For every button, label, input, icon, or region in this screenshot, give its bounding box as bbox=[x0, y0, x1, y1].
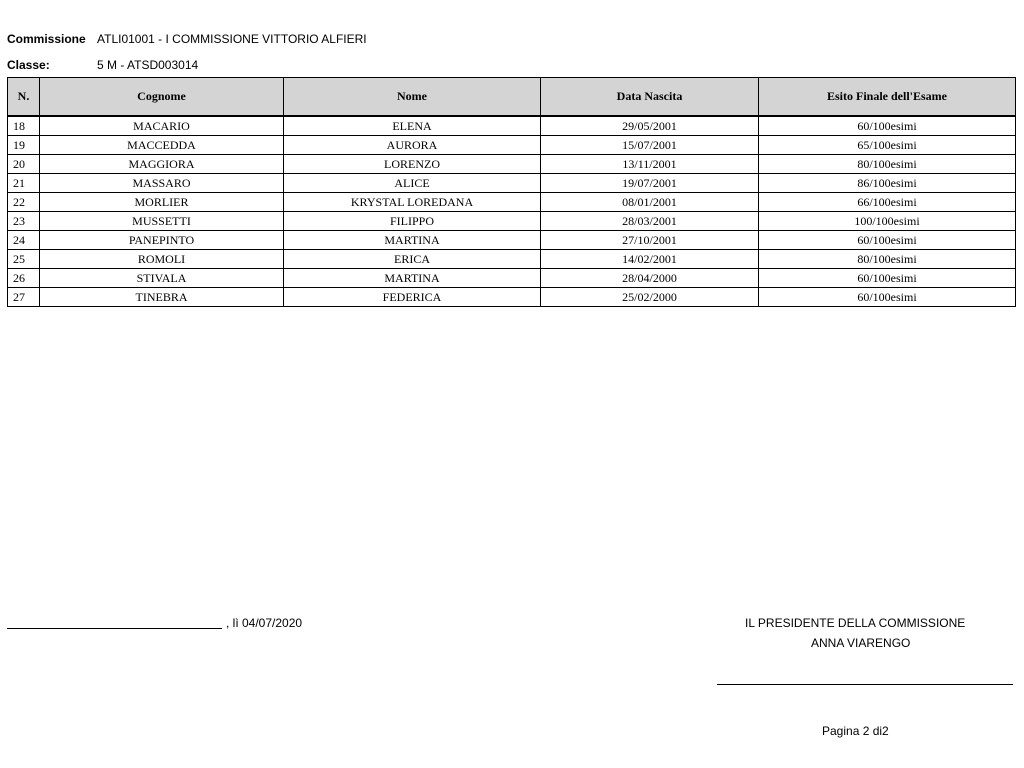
cell-esito: 60/100esimi bbox=[759, 231, 1016, 250]
cell-number: 21 bbox=[8, 174, 40, 193]
cell-esito: 60/100esimi bbox=[759, 288, 1016, 307]
table-row bbox=[8, 193, 1016, 212]
table-row bbox=[8, 116, 1016, 136]
cell-esito: 100/100esimi bbox=[759, 212, 1016, 231]
classe-row bbox=[7, 58, 198, 72]
commissione-value: ATLI01001 - I COMMISSIONE VITTORIO ALFIERI bbox=[97, 32, 367, 46]
cell-number: 24 bbox=[8, 231, 40, 250]
table-row bbox=[8, 174, 1016, 193]
cell-cognome: STIVALA bbox=[40, 269, 284, 288]
cell-data-nascita: 25/02/2000 bbox=[541, 288, 759, 307]
cell-data-nascita: 13/11/2001 bbox=[541, 155, 759, 174]
column-header-esito: Esito Finale dell'Esame bbox=[759, 78, 1016, 117]
cell-esito: 80/100esimi bbox=[759, 250, 1016, 269]
president-signature-line bbox=[717, 684, 1013, 685]
cell-esito: 66/100esimi bbox=[759, 193, 1016, 212]
table-row bbox=[8, 136, 1016, 155]
cell-number: 18 bbox=[8, 116, 40, 136]
page-number: Pagina 2 di2 bbox=[822, 724, 889, 738]
cell-esito: 65/100esimi bbox=[759, 136, 1016, 155]
cell-nome: ERICA bbox=[284, 250, 541, 269]
table-row bbox=[8, 231, 1016, 250]
cell-esito: 86/100esimi bbox=[759, 174, 1016, 193]
cell-esito: 80/100esimi bbox=[759, 155, 1016, 174]
table-row bbox=[8, 212, 1016, 231]
cell-cognome: MORLIER bbox=[40, 193, 284, 212]
column-header-cognome: Cognome bbox=[40, 78, 284, 117]
cell-number: 22 bbox=[8, 193, 40, 212]
column-header-nome: Nome bbox=[284, 78, 541, 117]
results-table bbox=[7, 77, 1016, 307]
table-body bbox=[8, 116, 1016, 307]
cell-esito: 60/100esimi bbox=[759, 116, 1016, 136]
cell-cognome: MACCEDDA bbox=[40, 136, 284, 155]
column-header-number: N. bbox=[8, 78, 40, 117]
commissione-row bbox=[7, 32, 367, 46]
cell-data-nascita: 08/01/2001 bbox=[541, 193, 759, 212]
cell-number: 25 bbox=[8, 250, 40, 269]
cell-data-nascita: 28/03/2001 bbox=[541, 212, 759, 231]
cell-data-nascita: 27/10/2001 bbox=[541, 231, 759, 250]
cell-cognome: TINEBRA bbox=[40, 288, 284, 307]
president-title: IL PRESIDENTE DELLA COMMISSIONE bbox=[745, 616, 966, 630]
cell-nome: MARTINA bbox=[284, 269, 541, 288]
table-row bbox=[8, 155, 1016, 174]
cell-number: 26 bbox=[8, 269, 40, 288]
cell-nome: ALICE bbox=[284, 174, 541, 193]
classe-value: 5 M - ATSD003014 bbox=[97, 58, 199, 72]
table-header-row bbox=[8, 78, 1016, 117]
cell-cognome: MACARIO bbox=[40, 116, 284, 136]
cell-cognome: ROMOLI bbox=[40, 250, 284, 269]
cell-number: 27 bbox=[8, 288, 40, 307]
cell-data-nascita: 19/07/2001 bbox=[541, 174, 759, 193]
footer-date: , lì 04/07/2020 bbox=[226, 616, 303, 630]
cell-data-nascita: 29/05/2001 bbox=[541, 116, 759, 136]
cell-number: 19 bbox=[8, 136, 40, 155]
cell-data-nascita: 15/07/2001 bbox=[541, 136, 759, 155]
column-header-data-nascita: Data Nascita bbox=[541, 78, 759, 117]
place-signature-line bbox=[7, 628, 222, 629]
cell-nome: KRYSTAL LOREDANA bbox=[284, 193, 541, 212]
table-row bbox=[8, 250, 1016, 269]
cell-data-nascita: 28/04/2000 bbox=[541, 269, 759, 288]
cell-cognome: MAGGIORA bbox=[40, 155, 284, 174]
cell-esito: 60/100esimi bbox=[759, 269, 1016, 288]
cell-nome: LORENZO bbox=[284, 155, 541, 174]
cell-nome: MARTINA bbox=[284, 231, 541, 250]
cell-nome: FEDERICA bbox=[284, 288, 541, 307]
cell-number: 23 bbox=[8, 212, 40, 231]
president-name: ANNA VIARENGO bbox=[811, 636, 911, 650]
classe-label: Classe: bbox=[7, 58, 50, 72]
cell-cognome: PANEPINTO bbox=[40, 231, 284, 250]
cell-nome: AURORA bbox=[284, 136, 541, 155]
commissione-label: Commissione bbox=[7, 32, 86, 46]
cell-nome: ELENA bbox=[284, 116, 541, 136]
cell-nome: FILIPPO bbox=[284, 212, 541, 231]
cell-number: 20 bbox=[8, 155, 40, 174]
table-row bbox=[8, 288, 1016, 307]
table-row bbox=[8, 269, 1016, 288]
cell-cognome: MASSARO bbox=[40, 174, 284, 193]
cell-data-nascita: 14/02/2001 bbox=[541, 250, 759, 269]
cell-cognome: MUSSETTI bbox=[40, 212, 284, 231]
